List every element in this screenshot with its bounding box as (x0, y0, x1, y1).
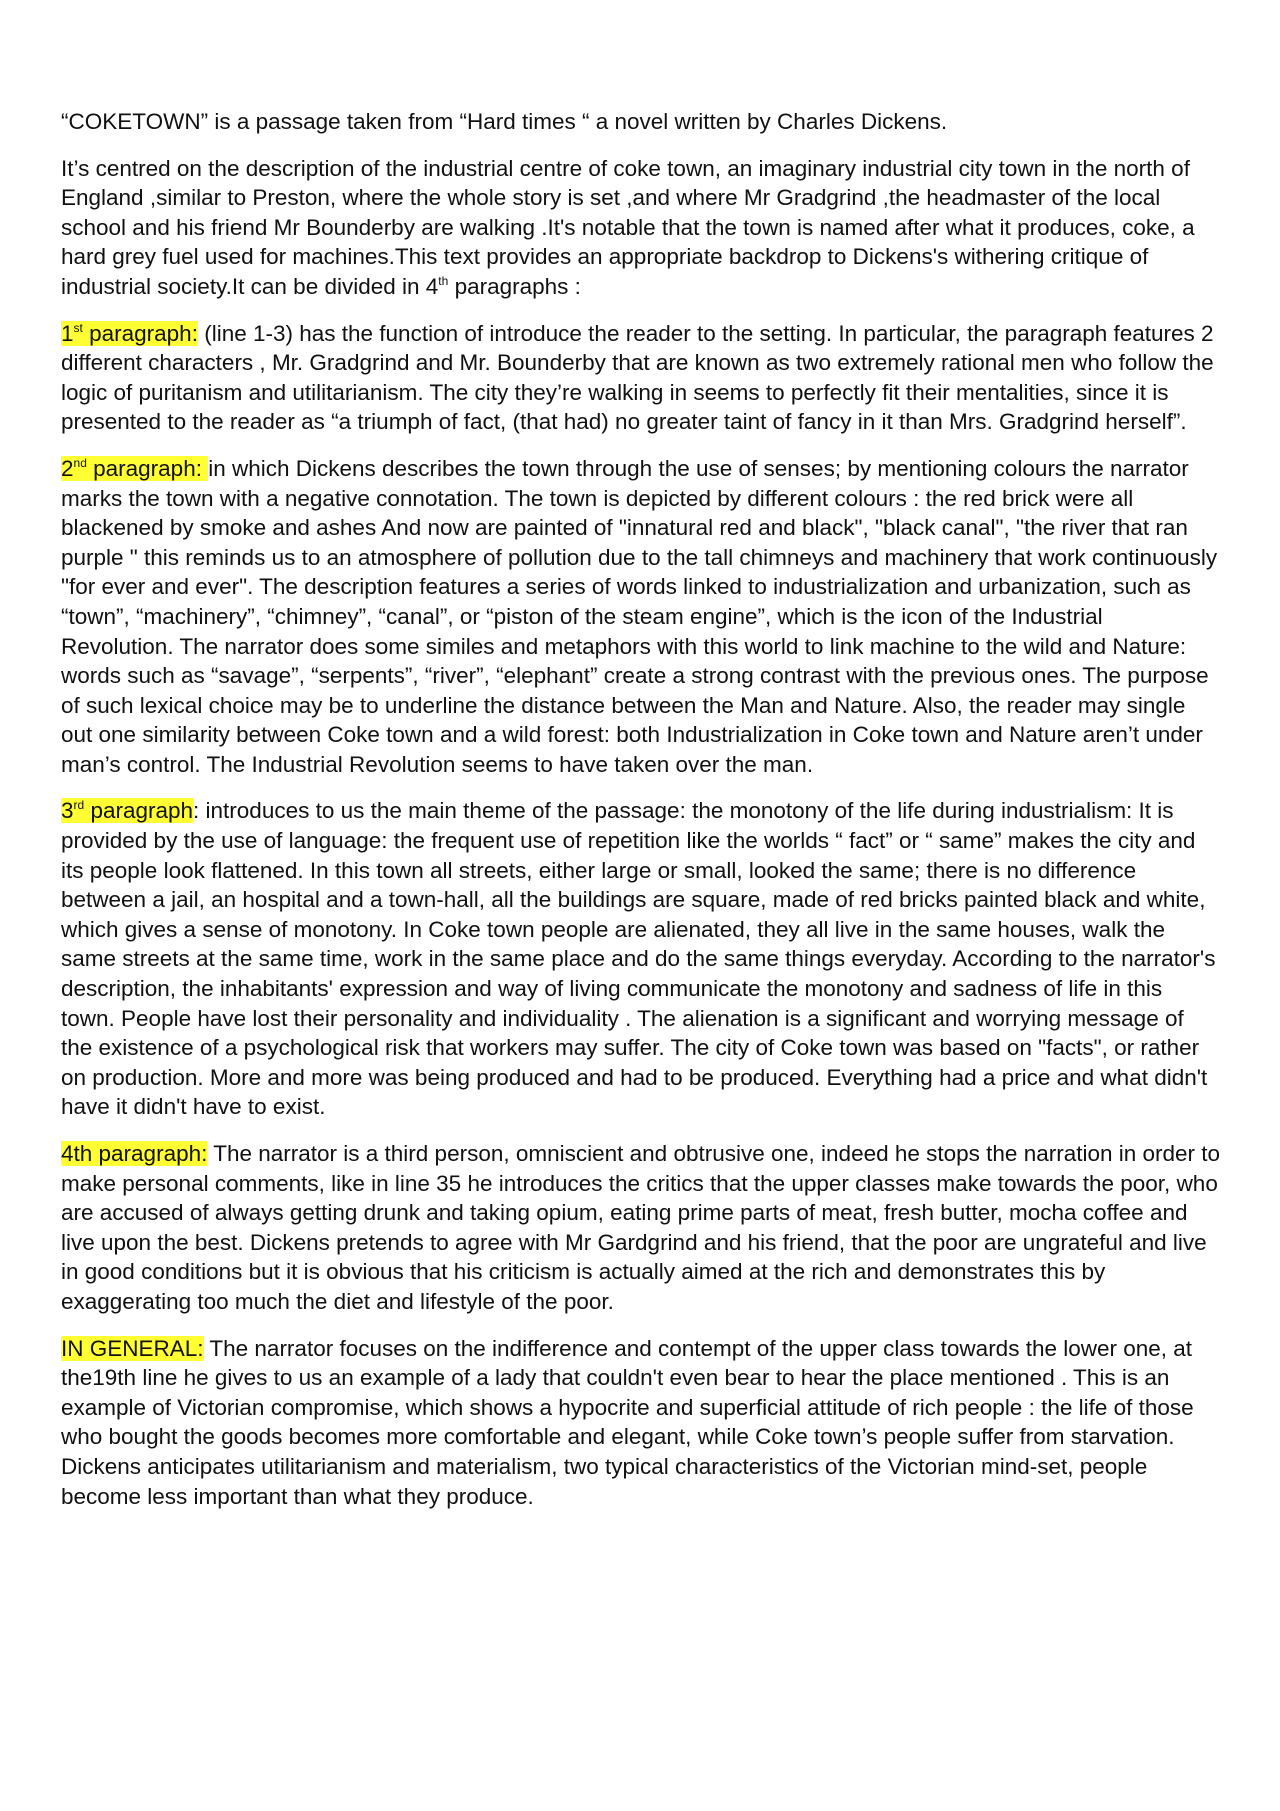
paragraph-1-label: paragraph: (82, 320, 198, 346)
paragraph-1-superscript: st (73, 320, 83, 335)
paragraph-1-number: 1 (61, 320, 74, 346)
paragraph-2-heading (61, 456, 208, 481)
intro-title-paragraph (61, 107, 1221, 137)
paragraph-3-label: paragraph (84, 798, 194, 824)
general-text: The narrator focuses on the indifference and contempt of the upper class towards the lower one, at the19th line he gives to us an example of a lady that couldn't even bear to hear the place mentioned . This is an example of Victorian compromise, which shows a hypocrite and superficial attitude of rich people : the life of those who bought the goods becomes more comfortable and elegant, while Coke town’s people suffer from starvation. Dickens anticipates utilitarianism and materialism, two typical characteristics of the Victorian mind-set, people become less important than what they produce. (61, 1335, 1194, 1509)
intro-text: It’s centred on the description of the industrial centre of coke town, an imaginary industrial city town in the north of England ,similar to Preston, where the whole story is set ,and where Mr Gradgrind ,the headmaster of the local school and his friend Mr Bounderby are walking .It's notable that the town is named after what it produces, coke, a hard grey fuel used for machines.This text provides an appropriate backdrop to Dickens's withering critique of industrial society.It can be divided in 4 (61, 155, 1195, 299)
paragraph-3-text: : introduces to us the main theme of the passage: the monotony of the life during industrialism: It is provided by the use of language: the frequent use of repetition like the worlds “ fact” or “ same” makes the city and its people look flattened. In this town all streets, either large or small, looked the same; there is no difference between a jail, an hospital and a town-hall, all the buildings are square, made of red bricks painted black and white, which gives a sense of monotony. In Coke town people are alienated, they all live in the same houses, walk the same streets at the same time, work in the same place and do the same things everyday. According to the narrator's description, the inhabitants' expression and way of living communicate the monotony and sadness of life in this town. People have lost their personality and individuality . The alienation is a significant and worrying message of the existence of a psychological risk that workers may suffer. The city of Coke town was based on "facts", or rather on production. More and more was being produced and had to be produced. Everything had a price and what didn't have it didn't have to exist. (61, 798, 1216, 1120)
paragraph-3 (61, 796, 1221, 1122)
intro-title-text: “COKETOWN” is a passage taken from “Hard times “ a novel written by Charles Dickens. (61, 109, 948, 134)
intro-text-end: paragraphs : (448, 273, 581, 299)
intro-superscript: th (438, 273, 449, 288)
paragraph-2-label: paragraph: (86, 455, 209, 481)
general-paragraph (61, 1334, 1221, 1512)
paragraph-3-heading (61, 798, 193, 823)
paragraph-2-number: 2 (61, 455, 74, 481)
general-heading: IN GENERAL: (61, 1335, 204, 1361)
paragraph-1-text: (line 1-3) has the function of introduce the reader to the setting. In particular, the paragraph features 2 different characters , Mr. Gradgrind and Mr. Bounderby that are known as two extremely rational men who follow the logic of puritanism and utilitarianism. The city they’re walking in seems to perfectly fit their mentalities, since it is presented to the reader as “a triumph of fact, (that had) no greater taint of fancy in it than Mrs. Gradgrind herself”. (61, 320, 1214, 435)
document-page (61, 107, 1221, 1528)
paragraph-3-number: 3 (61, 798, 74, 824)
paragraph-4-text: The narrator is a third person, omniscient and obtrusive one, indeed he stops the narration in order to make personal comments, like in line 35 he introduces the critics that the upper classes make towards the poor, who are accused of always getting drunk and taking opium, eating prime parts of meat, fresh butter, mocha coffee and live upon the best. Dickens pretends to agree with Mr Gardgrind and his friend, that the poor are ungrateful and live in good conditions but it is obvious that his criticism is actually aimed at the rich and demonstrates this by exaggerating too much the diet and lifestyle of the poor. (61, 1141, 1221, 1314)
paragraph-2-superscript: nd (73, 455, 87, 470)
paragraph-4 (61, 1139, 1221, 1317)
paragraph-1-heading (61, 321, 198, 346)
paragraph-1 (61, 319, 1221, 437)
paragraph-4-heading: 4th paragraph: (61, 1141, 208, 1166)
intro-paragraph (61, 154, 1221, 302)
paragraph-2 (61, 454, 1221, 780)
paragraph-3-superscript: rd (73, 798, 85, 813)
paragraph-2-text: in which Dickens describes the town through the use of senses; by mentioning colours the narrator marks the town with a negative connotation. The town is depicted by different colours : the red brick were all blackened by smoke and ashes And now are painted of "innatural red and black", "black canal", "the river that ran purple " this reminds us to an atmosphere of pollution due to the tall chimneys and machinery that work continuously "for ever and ever". The description features a series of words linked to industrialization and urbanization, such as “town”, “machinery”, “chimney”, “canal”, or “piston of the steam engine”, which is the icon of the Industrial Revolution. The narrator does some similes and metaphors with this world to link machine to the wild and Nature: words such as “savage”, “serpents”, “river”, “elephant” create a strong contrast with the previous ones. The purpose of such lexical choice may be to underline the distance between the Man and Nature. Also, the reader may single out one similarity between Coke town and a wild forest: both Industrialization in Coke town and Nature aren’t under man’s control. The Industrial Revolution seems to have taken over the man. (61, 455, 1218, 777)
